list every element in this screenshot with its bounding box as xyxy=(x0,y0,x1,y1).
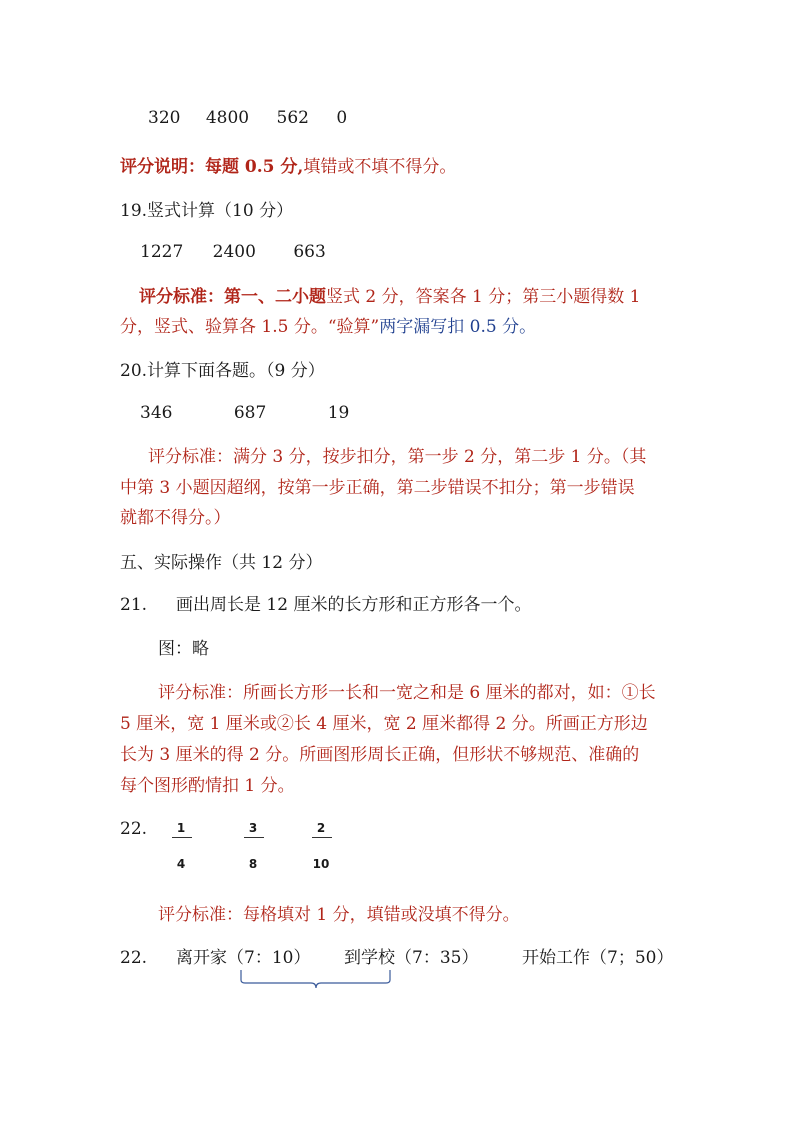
answer: 2400 xyxy=(212,242,256,262)
fraction-bar xyxy=(244,837,264,838)
q22b-item-leave-home: 离开家（7：10） xyxy=(176,948,311,968)
q18-scoring-note xyxy=(120,154,456,180)
q21-scoring-line1: 评分标准：所画长方形一长和一宽之和是 6 厘米的都对，如：①长 xyxy=(158,683,656,703)
q22a-scoring: 评分标准：每格填对 1 分，填错或没填不得分。 xyxy=(158,905,520,925)
q20-scoring-line3: 就都不得分。） xyxy=(120,508,231,528)
denominator: 8 xyxy=(248,857,258,871)
fraction-bar xyxy=(312,837,332,838)
fraction xyxy=(306,820,336,872)
answer: 4800 xyxy=(205,108,250,128)
numerator: 3 xyxy=(248,821,258,835)
std-label: 评分标准：第一、二小题 xyxy=(139,287,326,307)
answer: 19 xyxy=(327,403,350,423)
fraction xyxy=(166,820,196,872)
q21-scoring-line4: 每个图形酌情扣 1 分。 xyxy=(120,776,295,796)
q19-scoring-line2: 分，竖式、验算各 1.5 分。“验算”两字漏写扣 0.5 分。 xyxy=(120,317,537,337)
numerator: 2 xyxy=(316,821,326,835)
note-rest: 填错或不填不得分。 xyxy=(303,157,457,177)
std-rest: 竖式 2 分，答案各 1 分；第三小题得数 1 xyxy=(326,287,641,307)
fraction-bar xyxy=(172,837,192,838)
q22b-item-arrive-school: 到学校（7：35） xyxy=(344,948,479,968)
q19-scoring-line1 xyxy=(139,284,640,310)
quote-yansuan: “验算” xyxy=(327,317,380,337)
q21-scoring-line2: 5 厘米，宽 1 厘米或②长 4 厘米，宽 2 厘米都得 2 分。所画正方形边 xyxy=(120,714,648,734)
q20-scoring-line2: 中第 3 小题因超纲，按第一步正确，第二步错误不扣分；第一步错误 xyxy=(120,478,635,498)
answer: 687 xyxy=(233,403,267,423)
section5-title: 五、实际操作（共 12 分） xyxy=(120,553,323,573)
q20-scoring-line1: 评分标准：满分 3 分，按步扣分，第一步 2 分，第二步 1 分。（其 xyxy=(148,447,647,467)
q22b-item-start-work: 开始工作（7；50） xyxy=(522,948,674,968)
q19-answers xyxy=(140,239,326,265)
note-label: 评分说明：每题 0.5 分, xyxy=(120,157,304,177)
answer: 663 xyxy=(293,242,326,262)
answer: 562 xyxy=(276,108,309,128)
q22b-number: 22. xyxy=(120,948,148,968)
q19-title: 19.竖式计算（10 分） xyxy=(120,201,294,221)
answer: 346 xyxy=(140,403,173,423)
denominator: 10 xyxy=(312,857,330,871)
q20-title: 20.计算下面各题。（9 分） xyxy=(120,361,325,381)
denominator: 4 xyxy=(176,857,186,871)
fraction xyxy=(238,820,268,872)
answer: 0 xyxy=(336,108,348,128)
q21-figure: 图：略 xyxy=(158,639,209,659)
answer: 1227 xyxy=(140,242,184,262)
q22a-number: 22. xyxy=(120,819,148,839)
q21-scoring-line3: 长为 3 厘米的得 2 分。所画图形周长正确，但形状不够规范、准确的 xyxy=(120,745,640,765)
q21-text: 画出周长是 12 厘米的长方形和正方形各一个。 xyxy=(176,595,532,615)
q21-number: 21. xyxy=(120,595,148,615)
numerator: 1 xyxy=(176,821,186,835)
q18-answers xyxy=(148,105,347,131)
answer: 320 xyxy=(148,108,181,128)
q20-answers xyxy=(140,400,349,426)
